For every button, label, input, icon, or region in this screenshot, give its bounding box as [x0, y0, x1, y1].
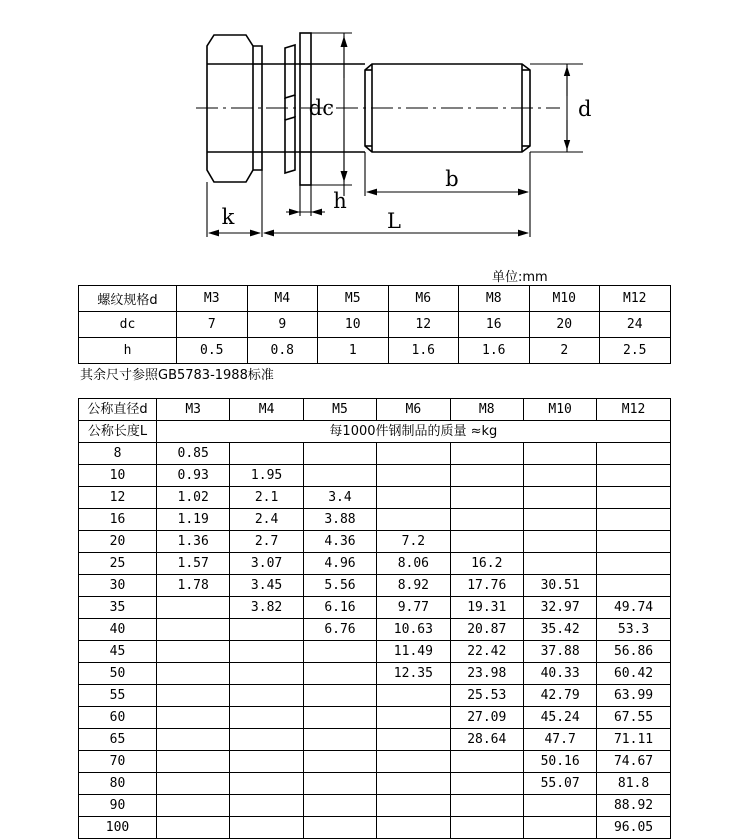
mass-row-length-30: 30	[79, 575, 157, 597]
mass-cell-M6-L45: 11.49	[377, 641, 450, 663]
mass-cell-M5-L80	[303, 773, 376, 795]
spec-table-header-row	[79, 286, 671, 312]
mass-cell-M6-L35: 9.77	[377, 597, 450, 619]
mass-cell-M5-L55	[303, 685, 376, 707]
mass-cell-M8-L100	[450, 817, 523, 839]
mass-cell-M5-L60	[303, 707, 376, 729]
mass-cell-M12-L8	[597, 443, 670, 465]
mass-cell-M8-L70	[450, 751, 523, 773]
mass-row-length-100: 100	[79, 817, 157, 839]
spec-dc-m12: 24	[600, 312, 671, 338]
mass-table-row	[79, 443, 671, 465]
dimension-label-dc: dc	[308, 96, 334, 120]
mass-cell-M6-L60	[377, 707, 450, 729]
mass-cell-M10-L40: 35.42	[523, 619, 596, 641]
mass-table-row	[79, 641, 671, 663]
mass-cell-M6-L10	[377, 465, 450, 487]
mass-cell-M4-L90	[230, 795, 303, 817]
spec-h-m5: 1	[318, 338, 389, 364]
mass-cell-M8-L35: 19.31	[450, 597, 523, 619]
mass-row-length-12: 12	[79, 487, 157, 509]
mass-cell-M10-L30: 30.51	[523, 575, 596, 597]
standard-reference-note: 其余尺寸参照GB5783-1988标准	[80, 368, 274, 383]
mass-cell-M12-L65: 71.11	[597, 729, 670, 751]
spec-h-m6: 1.6	[388, 338, 459, 364]
mass-cell-M6-L30: 8.92	[377, 575, 450, 597]
mass-cell-M8-L55: 25.53	[450, 685, 523, 707]
mass-cell-M4-L100	[230, 817, 303, 839]
spec-h-m4: 0.8	[247, 338, 318, 364]
mass-cell-M6-L70	[377, 751, 450, 773]
mass-cell-M12-L80: 81.8	[597, 773, 670, 795]
mass-table-row	[79, 553, 671, 575]
mass-size-m3: M3	[157, 399, 230, 421]
mass-size-m4: M4	[230, 399, 303, 421]
mass-cell-M3-L100	[157, 817, 230, 839]
mass-cell-M8-L10	[450, 465, 523, 487]
mass-size-m5: M5	[303, 399, 376, 421]
mass-cell-M3-L16: 1.19	[157, 509, 230, 531]
mass-cell-M4-L20: 2.7	[230, 531, 303, 553]
mass-table-row	[79, 773, 671, 795]
mass-cell-M8-L40: 20.87	[450, 619, 523, 641]
mass-cell-M3-L12: 1.02	[157, 487, 230, 509]
mass-row-length-25: 25	[79, 553, 157, 575]
mass-table-header-row	[79, 399, 671, 421]
mass-cell-M4-L10: 1.95	[230, 465, 303, 487]
mass-row-length-20: 20	[79, 531, 157, 553]
mass-cell-M12-L20	[597, 531, 670, 553]
mass-cell-M3-L20: 1.36	[157, 531, 230, 553]
spec-row-header-thread: 螺纹规格d	[79, 286, 177, 312]
mass-cell-M10-L20	[523, 531, 596, 553]
mass-cell-M8-L12	[450, 487, 523, 509]
mass-cell-M8-L50: 23.98	[450, 663, 523, 685]
mass-cell-M12-L50: 60.42	[597, 663, 670, 685]
mass-cell-M4-L55	[230, 685, 303, 707]
mass-cell-M8-L20	[450, 531, 523, 553]
mass-cell-M10-L60: 45.24	[523, 707, 596, 729]
mass-cell-M3-L70	[157, 751, 230, 773]
mass-cell-M10-L55: 42.79	[523, 685, 596, 707]
dimension-label-d: d	[578, 97, 592, 121]
mass-table	[78, 398, 671, 839]
mass-cell-M5-L12: 3.4	[303, 487, 376, 509]
mass-table-row	[79, 751, 671, 773]
mass-cell-M8-L80	[450, 773, 523, 795]
mass-cell-M6-L12	[377, 487, 450, 509]
mass-cell-M6-L50: 12.35	[377, 663, 450, 685]
mass-cell-M4-L30: 3.45	[230, 575, 303, 597]
mass-cell-M4-L65	[230, 729, 303, 751]
spec-dc-m8: 16	[459, 312, 530, 338]
mass-cell-M12-L40: 53.3	[597, 619, 670, 641]
spec-size-m5: M5	[318, 286, 389, 312]
mass-cell-M12-L16	[597, 509, 670, 531]
mass-table-row	[79, 487, 671, 509]
mass-cell-M5-L40: 6.76	[303, 619, 376, 641]
mass-cell-M4-L60	[230, 707, 303, 729]
mass-row-length-80: 80	[79, 773, 157, 795]
mass-cell-M5-L20: 4.36	[303, 531, 376, 553]
mass-cell-M10-L25	[523, 553, 596, 575]
mass-table-row	[79, 597, 671, 619]
mass-cell-M10-L90	[523, 795, 596, 817]
dimension-label-L: L	[387, 209, 401, 233]
mass-cell-M6-L20: 7.2	[377, 531, 450, 553]
mass-table-row	[79, 663, 671, 685]
spec-h-m3: 0.5	[177, 338, 248, 364]
mass-row-length-90: 90	[79, 795, 157, 817]
mass-cell-M12-L70: 74.67	[597, 751, 670, 773]
mass-table-row	[79, 465, 671, 487]
spec-row-header-h: h	[79, 338, 177, 364]
mass-cell-M5-L35: 6.16	[303, 597, 376, 619]
mass-cell-M10-L80: 55.07	[523, 773, 596, 795]
spec-size-m12: M12	[600, 286, 671, 312]
mass-cell-M12-L12	[597, 487, 670, 509]
dimension-label-k: k	[221, 205, 235, 229]
mass-cell-M5-L70	[303, 751, 376, 773]
bolt-assembly-drawing	[0, 0, 750, 262]
mass-size-m6: M6	[377, 399, 450, 421]
mass-cell-M10-L10	[523, 465, 596, 487]
mass-cell-M5-L65	[303, 729, 376, 751]
spec-size-m6: M6	[388, 286, 459, 312]
mass-cell-M6-L25: 8.06	[377, 553, 450, 575]
mass-cell-M10-L45: 37.88	[523, 641, 596, 663]
spec-h-m10: 2	[529, 338, 600, 364]
mass-cell-M10-L70: 50.16	[523, 751, 596, 773]
spec-dc-m3: 7	[177, 312, 248, 338]
mass-cell-M12-L60: 67.55	[597, 707, 670, 729]
mass-cell-M3-L25: 1.57	[157, 553, 230, 575]
mass-cell-M8-L16	[450, 509, 523, 531]
mass-cell-M6-L65	[377, 729, 450, 751]
spec-table-row-h	[79, 338, 671, 364]
spec-table	[78, 285, 671, 364]
mass-cell-M12-L45: 56.86	[597, 641, 670, 663]
mass-cell-M12-L35: 49.74	[597, 597, 670, 619]
mass-row-length-70: 70	[79, 751, 157, 773]
mass-row-length-35: 35	[79, 597, 157, 619]
mass-cell-M6-L55	[377, 685, 450, 707]
unit-note: 单位:mm	[492, 270, 548, 285]
mass-row-length-40: 40	[79, 619, 157, 641]
mass-cell-M12-L90: 88.92	[597, 795, 670, 817]
mass-table-subheader-row	[79, 421, 671, 443]
mass-cell-M5-L30: 5.56	[303, 575, 376, 597]
mass-cell-M8-L8	[450, 443, 523, 465]
mass-header-diameter: 公称直径d	[79, 399, 157, 421]
mass-cell-M12-L25	[597, 553, 670, 575]
mass-cell-M6-L90	[377, 795, 450, 817]
mass-cell-M10-L8	[523, 443, 596, 465]
mass-table-row	[79, 619, 671, 641]
mass-cell-M5-L16: 3.88	[303, 509, 376, 531]
mass-cell-M12-L30	[597, 575, 670, 597]
mass-table-row	[79, 531, 671, 553]
mass-table-row	[79, 707, 671, 729]
mass-table-row	[79, 685, 671, 707]
mass-cell-M3-L80	[157, 773, 230, 795]
mass-cell-M4-L45	[230, 641, 303, 663]
mass-size-m10: M10	[523, 399, 596, 421]
spec-size-m10: M10	[529, 286, 600, 312]
mass-size-m8: M8	[450, 399, 523, 421]
mass-table-row	[79, 795, 671, 817]
mass-cell-M4-L12: 2.1	[230, 487, 303, 509]
mass-size-m12: M12	[597, 399, 670, 421]
mass-cell-M8-L60: 27.09	[450, 707, 523, 729]
mass-cell-M4-L50	[230, 663, 303, 685]
mass-header-length: 公称长度L	[79, 421, 157, 443]
mass-row-length-50: 50	[79, 663, 157, 685]
mass-cell-M12-L10	[597, 465, 670, 487]
mass-cell-M12-L55: 63.99	[597, 685, 670, 707]
spec-dc-m5: 10	[318, 312, 389, 338]
mass-row-length-10: 10	[79, 465, 157, 487]
spec-dc-m10: 20	[529, 312, 600, 338]
mass-cell-M3-L65	[157, 729, 230, 751]
mass-header-span: 每1000件钢制品的质量 ≈kg	[157, 421, 671, 443]
mass-cell-M3-L40	[157, 619, 230, 641]
mass-cell-M8-L25: 16.2	[450, 553, 523, 575]
mass-cell-M5-L50	[303, 663, 376, 685]
spec-size-m8: M8	[459, 286, 530, 312]
mass-cell-M10-L12	[523, 487, 596, 509]
technical-drawing	[0, 0, 750, 262]
mass-row-length-65: 65	[79, 729, 157, 751]
mass-cell-M6-L8	[377, 443, 450, 465]
mass-cell-M5-L10	[303, 465, 376, 487]
mass-cell-M4-L35: 3.82	[230, 597, 303, 619]
mass-cell-M4-L25: 3.07	[230, 553, 303, 575]
mass-cell-M5-L25: 4.96	[303, 553, 376, 575]
spec-size-m4: M4	[247, 286, 318, 312]
mass-cell-M4-L80	[230, 773, 303, 795]
mass-cell-M5-L8	[303, 443, 376, 465]
spec-dc-m4: 9	[247, 312, 318, 338]
mass-cell-M4-L8	[230, 443, 303, 465]
mass-cell-M6-L16	[377, 509, 450, 531]
mass-cell-M3-L8: 0.85	[157, 443, 230, 465]
mass-cell-M3-L90	[157, 795, 230, 817]
mass-cell-M10-L50: 40.33	[523, 663, 596, 685]
spec-table-row-dc	[79, 312, 671, 338]
mass-cell-M3-L50	[157, 663, 230, 685]
mass-table-row	[79, 575, 671, 597]
dimension-label-b: b	[445, 167, 459, 191]
mass-cell-M5-L100	[303, 817, 376, 839]
dimension-label-h: h	[333, 189, 347, 213]
mass-cell-M12-L100: 96.05	[597, 817, 670, 839]
mass-table-row	[79, 817, 671, 839]
mass-table-row	[79, 509, 671, 531]
mass-cell-M6-L80	[377, 773, 450, 795]
mass-cell-M5-L45	[303, 641, 376, 663]
mass-cell-M4-L40	[230, 619, 303, 641]
spec-h-m12: 2.5	[600, 338, 671, 364]
mass-cell-M8-L90	[450, 795, 523, 817]
mass-cell-M3-L30: 1.78	[157, 575, 230, 597]
mass-cell-M3-L35	[157, 597, 230, 619]
mass-row-length-60: 60	[79, 707, 157, 729]
mass-row-length-8: 8	[79, 443, 157, 465]
spec-h-m8: 1.6	[459, 338, 530, 364]
spec-row-header-dc: dc	[79, 312, 177, 338]
mass-cell-M4-L16: 2.4	[230, 509, 303, 531]
mass-cell-M8-L65: 28.64	[450, 729, 523, 751]
spec-dc-m6: 12	[388, 312, 459, 338]
mass-cell-M5-L90	[303, 795, 376, 817]
mass-cell-M3-L60	[157, 707, 230, 729]
mass-cell-M4-L70	[230, 751, 303, 773]
mass-cell-M6-L40: 10.63	[377, 619, 450, 641]
mass-cell-M10-L100	[523, 817, 596, 839]
mass-table-row	[79, 729, 671, 751]
mass-cell-M3-L55	[157, 685, 230, 707]
mass-cell-M3-L10: 0.93	[157, 465, 230, 487]
mass-cell-M10-L35: 32.97	[523, 597, 596, 619]
mass-row-length-55: 55	[79, 685, 157, 707]
mass-cell-M8-L45: 22.42	[450, 641, 523, 663]
mass-cell-M6-L100	[377, 817, 450, 839]
mass-cell-M3-L45	[157, 641, 230, 663]
spec-size-m3: M3	[177, 286, 248, 312]
mass-cell-M10-L65: 47.7	[523, 729, 596, 751]
mass-cell-M10-L16	[523, 509, 596, 531]
mass-row-length-45: 45	[79, 641, 157, 663]
mass-row-length-16: 16	[79, 509, 157, 531]
mass-cell-M8-L30: 17.76	[450, 575, 523, 597]
